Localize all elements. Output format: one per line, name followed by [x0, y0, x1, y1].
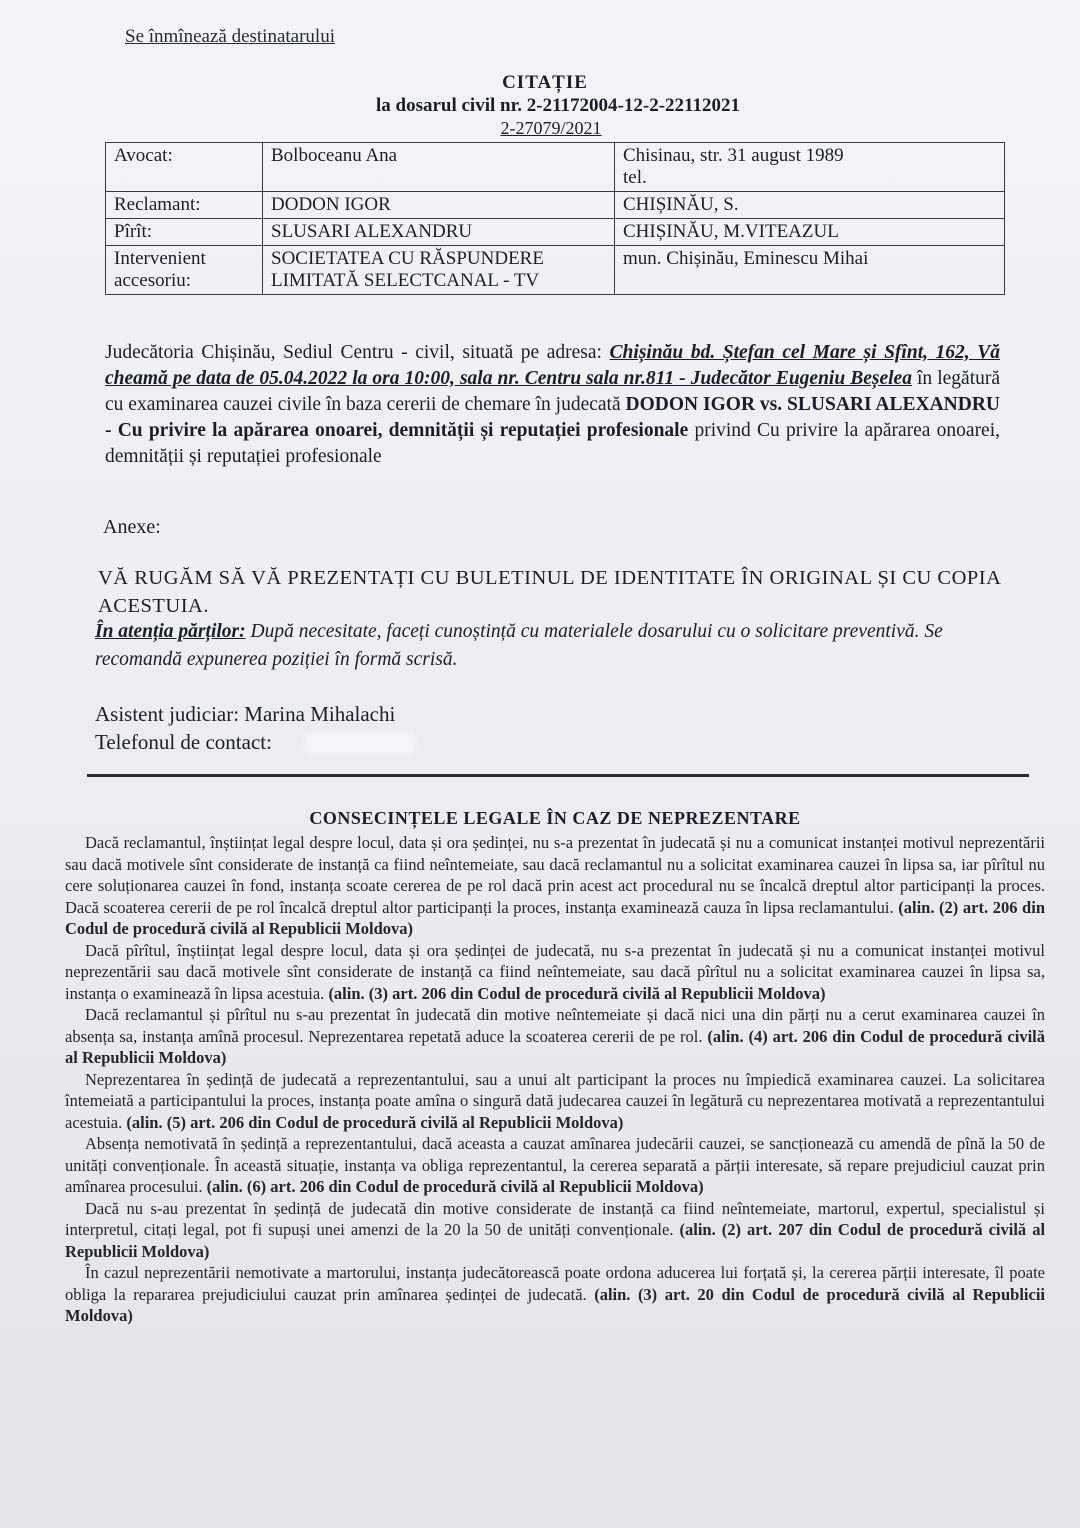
- table-row: [106, 219, 1005, 246]
- consequence-paragraph: Neprezentarea în ședință de judecată a reprezentantului, sau a unui alt participant la proces nu împiedică examinarea cauzei. La solicitarea întemeiată a participantului la proces, instanța poate amîna o singură dată judecarea cauzei în legătură cu neprezentarea motivată a reprezentantului acestuia. (alin. (5) art. 206 din Codul de procedură civilă al Republicii Moldova): [65, 1069, 1045, 1132]
- summons-tail: privind Cu privire la apărarea onoarei, demnității și reputației profesionale: [105, 420, 1001, 467]
- case-number: 2-27079/2021: [500, 118, 602, 138]
- consequence-paragraph: Dacă pîrîtul, înștiințat legal despre locul, data și ora ședinței de judecată, nu s-a prezentat în judecată și nu a comunicat instanței motivul neprezentării sau dacă motivele sînt considerate de instanță ca fiind neîntemeiate, sau dacă pîrîtul nu a solicitat examinarea cauzei în lipsa sa, instanța o examinează în lipsa acestuia. (alin. (3) art. 206 din Codul de procedură civilă al Republicii Moldova): [65, 940, 1045, 1003]
- annexes-label: Anexe:: [103, 516, 161, 538]
- id-request: VĂ RUGĂM SĂ VĂ PREZENTAȚI CU BULETINUL DE IDENTITATE ÎN ORIGINAL ȘI CU COPIA ACESTUIA.: [98, 567, 1001, 617]
- party-address: CHIȘINĂU, S.: [615, 192, 1005, 219]
- party-address-line: Chisinau, str. 31 august 1989: [623, 145, 844, 166]
- consequences-title: CONSECINȚELE LEGALE ÎN CAZ DE NEPREZENTARE: [309, 808, 801, 828]
- judicial-assistant: Asistent judiciar: Marina Mihalachi: [95, 702, 396, 726]
- attention-label: În atenția părților:: [95, 621, 246, 642]
- summons-text: [105, 340, 1000, 470]
- parties-table: [105, 142, 1005, 295]
- divider: [87, 774, 1029, 777]
- summons-intro: Judecătoria Chișinău, Sediul Centru - civil, situată pe adresa:: [105, 342, 602, 363]
- party-address: CHIȘINĂU, M.VITEAZUL: [615, 219, 1005, 246]
- party-address: [615, 143, 1005, 192]
- document-title: CITAȚIE: [502, 72, 588, 93]
- redacted-phone: [305, 733, 415, 753]
- party-address: mun. Chișinău, Eminescu Mihai: [615, 246, 1005, 295]
- parties-attention: [95, 618, 1020, 674]
- table-row: [106, 246, 1005, 295]
- case-reference: la dosarul civil nr. 2-21172004-12-2-22112021: [375, 95, 740, 116]
- party-role: Intervenient accesoriu:: [106, 246, 263, 295]
- consequence-paragraph: În cazul neprezentării nemotivate a martorului, instanța judecătorească poate ordona aducerea lui forțată și, la cererea părții interesate, îl poate obliga la repararea prejudiciului cauzat prin amînarea ședinței de judecată. (alin. (3) art. 20 din Codul de procedură civilă al Republicii Moldova): [65, 1263, 1045, 1325]
- party-name: DODON IGOR: [263, 192, 615, 219]
- party-phone: tel.: [623, 167, 647, 188]
- consequence-paragraph: Dacă reclamantul și pîrîtul nu s-au prezentat în judecată din motive neîntemeiate și dacă nici una din părți nu a cerut examinarea cauzei în absența sa, instanța amînă procesul. Neprezentarea repetată aduce la scoaterea cererii de pe rol. (alin. (4) art. 206 din Codul de procedură civilă al Republicii Moldova): [65, 1005, 1045, 1067]
- consequence-paragraph: Absența nemotivată în ședință a reprezentantului, dacă aceasta a cauzat amînarea judecării cauzei, se sancționează cu amendă de pînă la 50 de unități convenționale. În această situație, instanța va obliga reprezentantul, la cererea separată a părții interesate, să repare prejudiciul cauzat prin amînarea procesului. (alin. (6) art. 206 din Codul de procedură civilă al Republicii Moldova): [65, 1134, 1045, 1196]
- party-name: SLUSARI ALEXANDRU: [263, 219, 615, 246]
- summons-middle: în legătură cu examinarea cauzei civile în baza cererii de chemare în judecată: [105, 368, 1001, 415]
- delivery-note: Se înmînează destinatarului: [125, 26, 335, 47]
- case-subject: DODON IGOR vs. SLUSARI ALEXANDRU - Cu privire la apărarea onoarei, demnității și reputației profesionale: [105, 394, 1000, 441]
- court-address: Chișinău bd. Ștefan cel Mare și Sfînt, 162, Vă cheamă pe data de 05.04.2022 la ora 10:00, sala nr. Centru sala nr.811 - Judecător Eugeniu Beșelea: [105, 342, 1000, 389]
- party-role: Reclamant:: [106, 192, 263, 219]
- party-role: Avocat:: [106, 143, 263, 192]
- consequence-paragraph: Dacă nu s-au prezentat în ședință de judecată din motive considerate de instanță ca fiind neîntemeiate, martorul, expertul, specialistul și interpretul, citați legal, pot fi supuși unei amenzi de la 20 la 50 de unități convenționale. (alin. (2) art. 207 din Codul de procedură civilă al Republicii Moldova): [65, 1198, 1046, 1261]
- contact-phone-label: Telefonul de contact:: [95, 730, 272, 754]
- consequence-paragraph: Dacă reclamantul, înștiințat legal despre locul, data și ora ședinței, nu s-a prezentat în judecată și nu a comunicat instanței motivul neprezentării sau dacă motivele sînt considerate de instanță ca fiind neîntemeiate, sau dacă reclamantul nu a solicitat examinarea cauzei în lipsa sa, iar pîrîtul nu cere soluționarea cauzei în fond, instanța scoate cererea de pe rol dacă prin acest act procedural nu se încalcă dreptul altor participanți la proces. Dacă scoaterea cererii de pe rol încalcă dreptul altor participanți la proces, instanța examinează cauza în lipsa reclamantului. (alin. (2) art. 206 din Codul de procedură civilă al Republicii Moldova): [65, 833, 1045, 938]
- attention-text: După necesitate, faceți cunoștință cu materialele dosarului cu o solicitare preventivă. Se recomandă expunerea poziției în formă scrisă.: [95, 621, 943, 670]
- consequences-text: [65, 832, 1045, 1327]
- party-role: Pîrît:: [106, 219, 263, 246]
- table-row: [106, 192, 1005, 219]
- party-name: SOCIETATEA CU RĂSPUNDERE LIMITATĂ SELECTCANAL - TV: [263, 246, 615, 295]
- table-row: [106, 143, 1005, 192]
- party-name: Bolboceanu Ana: [263, 143, 615, 192]
